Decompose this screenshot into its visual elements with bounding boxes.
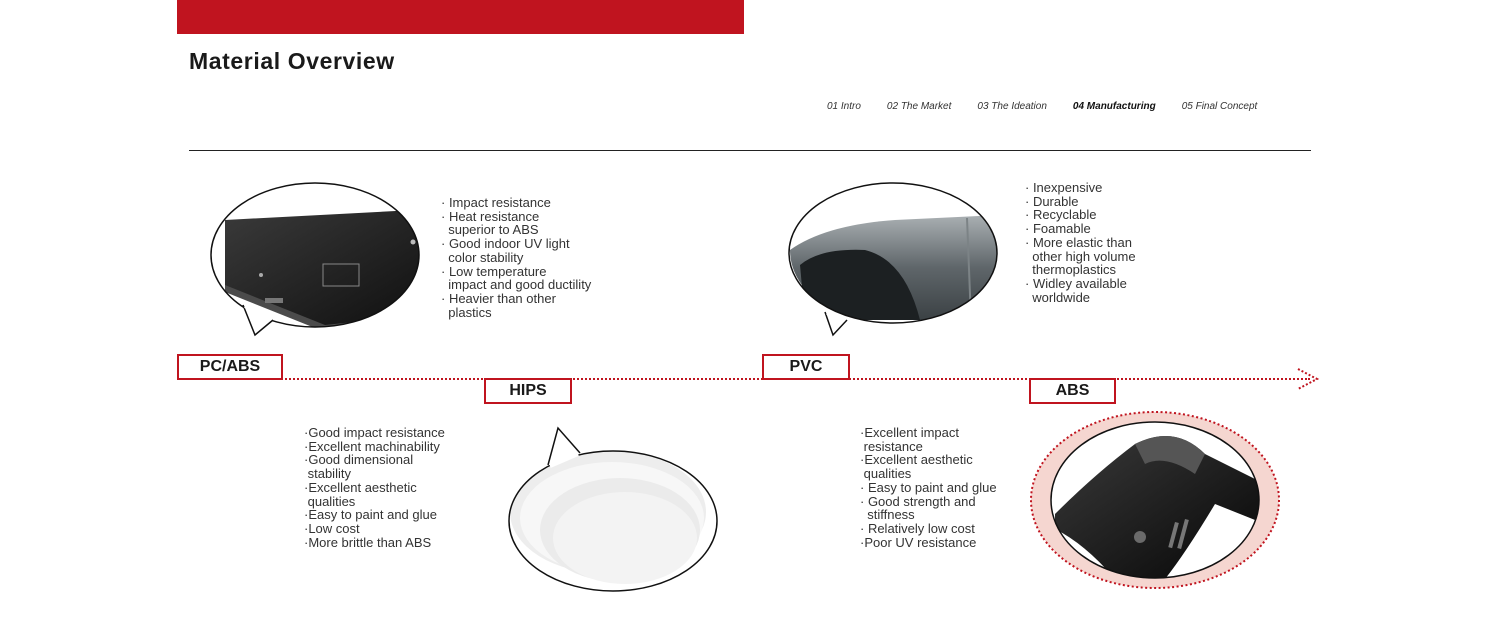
list-item: ·Good impact resistance bbox=[304, 425, 445, 440]
list-item: ·Easy to paint and glue bbox=[304, 507, 437, 523]
list-item: · Heavier than other bbox=[441, 290, 556, 306]
list-item: qualities bbox=[860, 466, 912, 482]
list-item: plastics bbox=[441, 304, 492, 320]
list-item: ·Low cost bbox=[304, 520, 360, 536]
list-item: stability bbox=[304, 466, 351, 482]
list-item: stiffness bbox=[860, 507, 915, 523]
pcabs-image bbox=[205, 180, 430, 340]
list-item: · Foamable bbox=[1025, 221, 1091, 237]
list-item: ·Good dimensional bbox=[304, 452, 414, 468]
list-item: · More elastic than bbox=[1025, 234, 1132, 250]
list-item: worldwide bbox=[1025, 289, 1091, 305]
list-item: other high volume bbox=[1025, 248, 1136, 264]
abs-image bbox=[1025, 404, 1285, 594]
hips-properties bbox=[304, 426, 445, 549]
list-item: superior to ABS bbox=[441, 222, 539, 238]
nav-item-intro[interactable]: 01 Intro bbox=[827, 101, 861, 112]
list-item: · Recyclable bbox=[1025, 207, 1097, 223]
list-item: impact and good ductility bbox=[441, 277, 592, 293]
list-item: ·Excellent aesthetic bbox=[860, 452, 973, 468]
pvc-image bbox=[785, 180, 1005, 340]
abs-properties bbox=[860, 426, 997, 549]
list-item: · Impact resistance bbox=[441, 195, 551, 210]
material-label-pcabs[interactable]: PC/ABS bbox=[177, 354, 283, 380]
nav-item-ideation[interactable]: 03 The Ideation bbox=[977, 101, 1047, 112]
list-item: · Good indoor UV light bbox=[441, 236, 570, 252]
nav-item-manufacturing[interactable]: 04 Manufacturing bbox=[1072, 101, 1156, 112]
header-divider bbox=[189, 150, 1311, 151]
list-item: · Relatively low cost bbox=[860, 520, 975, 536]
list-item: · Heat resistance bbox=[441, 208, 540, 224]
header-accent-bar bbox=[177, 0, 744, 34]
list-item: color stability bbox=[441, 249, 524, 265]
nav-item-market[interactable]: 02 The Market bbox=[886, 101, 952, 112]
timeline-arrow-icon bbox=[1296, 368, 1320, 390]
list-item: · Low temperature bbox=[441, 263, 547, 279]
timeline-line bbox=[178, 378, 1310, 380]
list-item: ·Poor UV resistance bbox=[860, 534, 977, 550]
list-item: · Easy to paint and glue bbox=[860, 479, 997, 495]
pvc-properties bbox=[1025, 181, 1136, 304]
list-item: qualities bbox=[304, 493, 356, 509]
list-item: · Inexpensive bbox=[1025, 180, 1103, 195]
list-item: ·More brittle than ABS bbox=[304, 534, 432, 550]
nav-item-final-concept[interactable]: 05 Final Concept bbox=[1181, 101, 1258, 112]
list-item: ·Excellent aesthetic bbox=[304, 479, 417, 495]
list-item: resistance bbox=[860, 438, 923, 454]
list-item: · Widley available bbox=[1025, 275, 1127, 291]
material-label-hips[interactable]: HIPS bbox=[484, 378, 572, 404]
page-title: Material Overview bbox=[189, 48, 395, 74]
list-item: ·Excellent impact bbox=[860, 425, 959, 440]
list-item: · Good strength and bbox=[860, 493, 976, 509]
hips-image bbox=[500, 420, 730, 595]
pcabs-properties bbox=[441, 196, 591, 319]
list-item: ·Excellent machinability bbox=[304, 438, 440, 454]
material-label-abs[interactable]: ABS bbox=[1029, 378, 1116, 404]
material-label-pvc[interactable]: PVC bbox=[762, 354, 850, 380]
section-nav bbox=[827, 101, 1257, 112]
list-item: thermoplastics bbox=[1025, 262, 1117, 278]
list-item: · Durable bbox=[1025, 193, 1079, 209]
